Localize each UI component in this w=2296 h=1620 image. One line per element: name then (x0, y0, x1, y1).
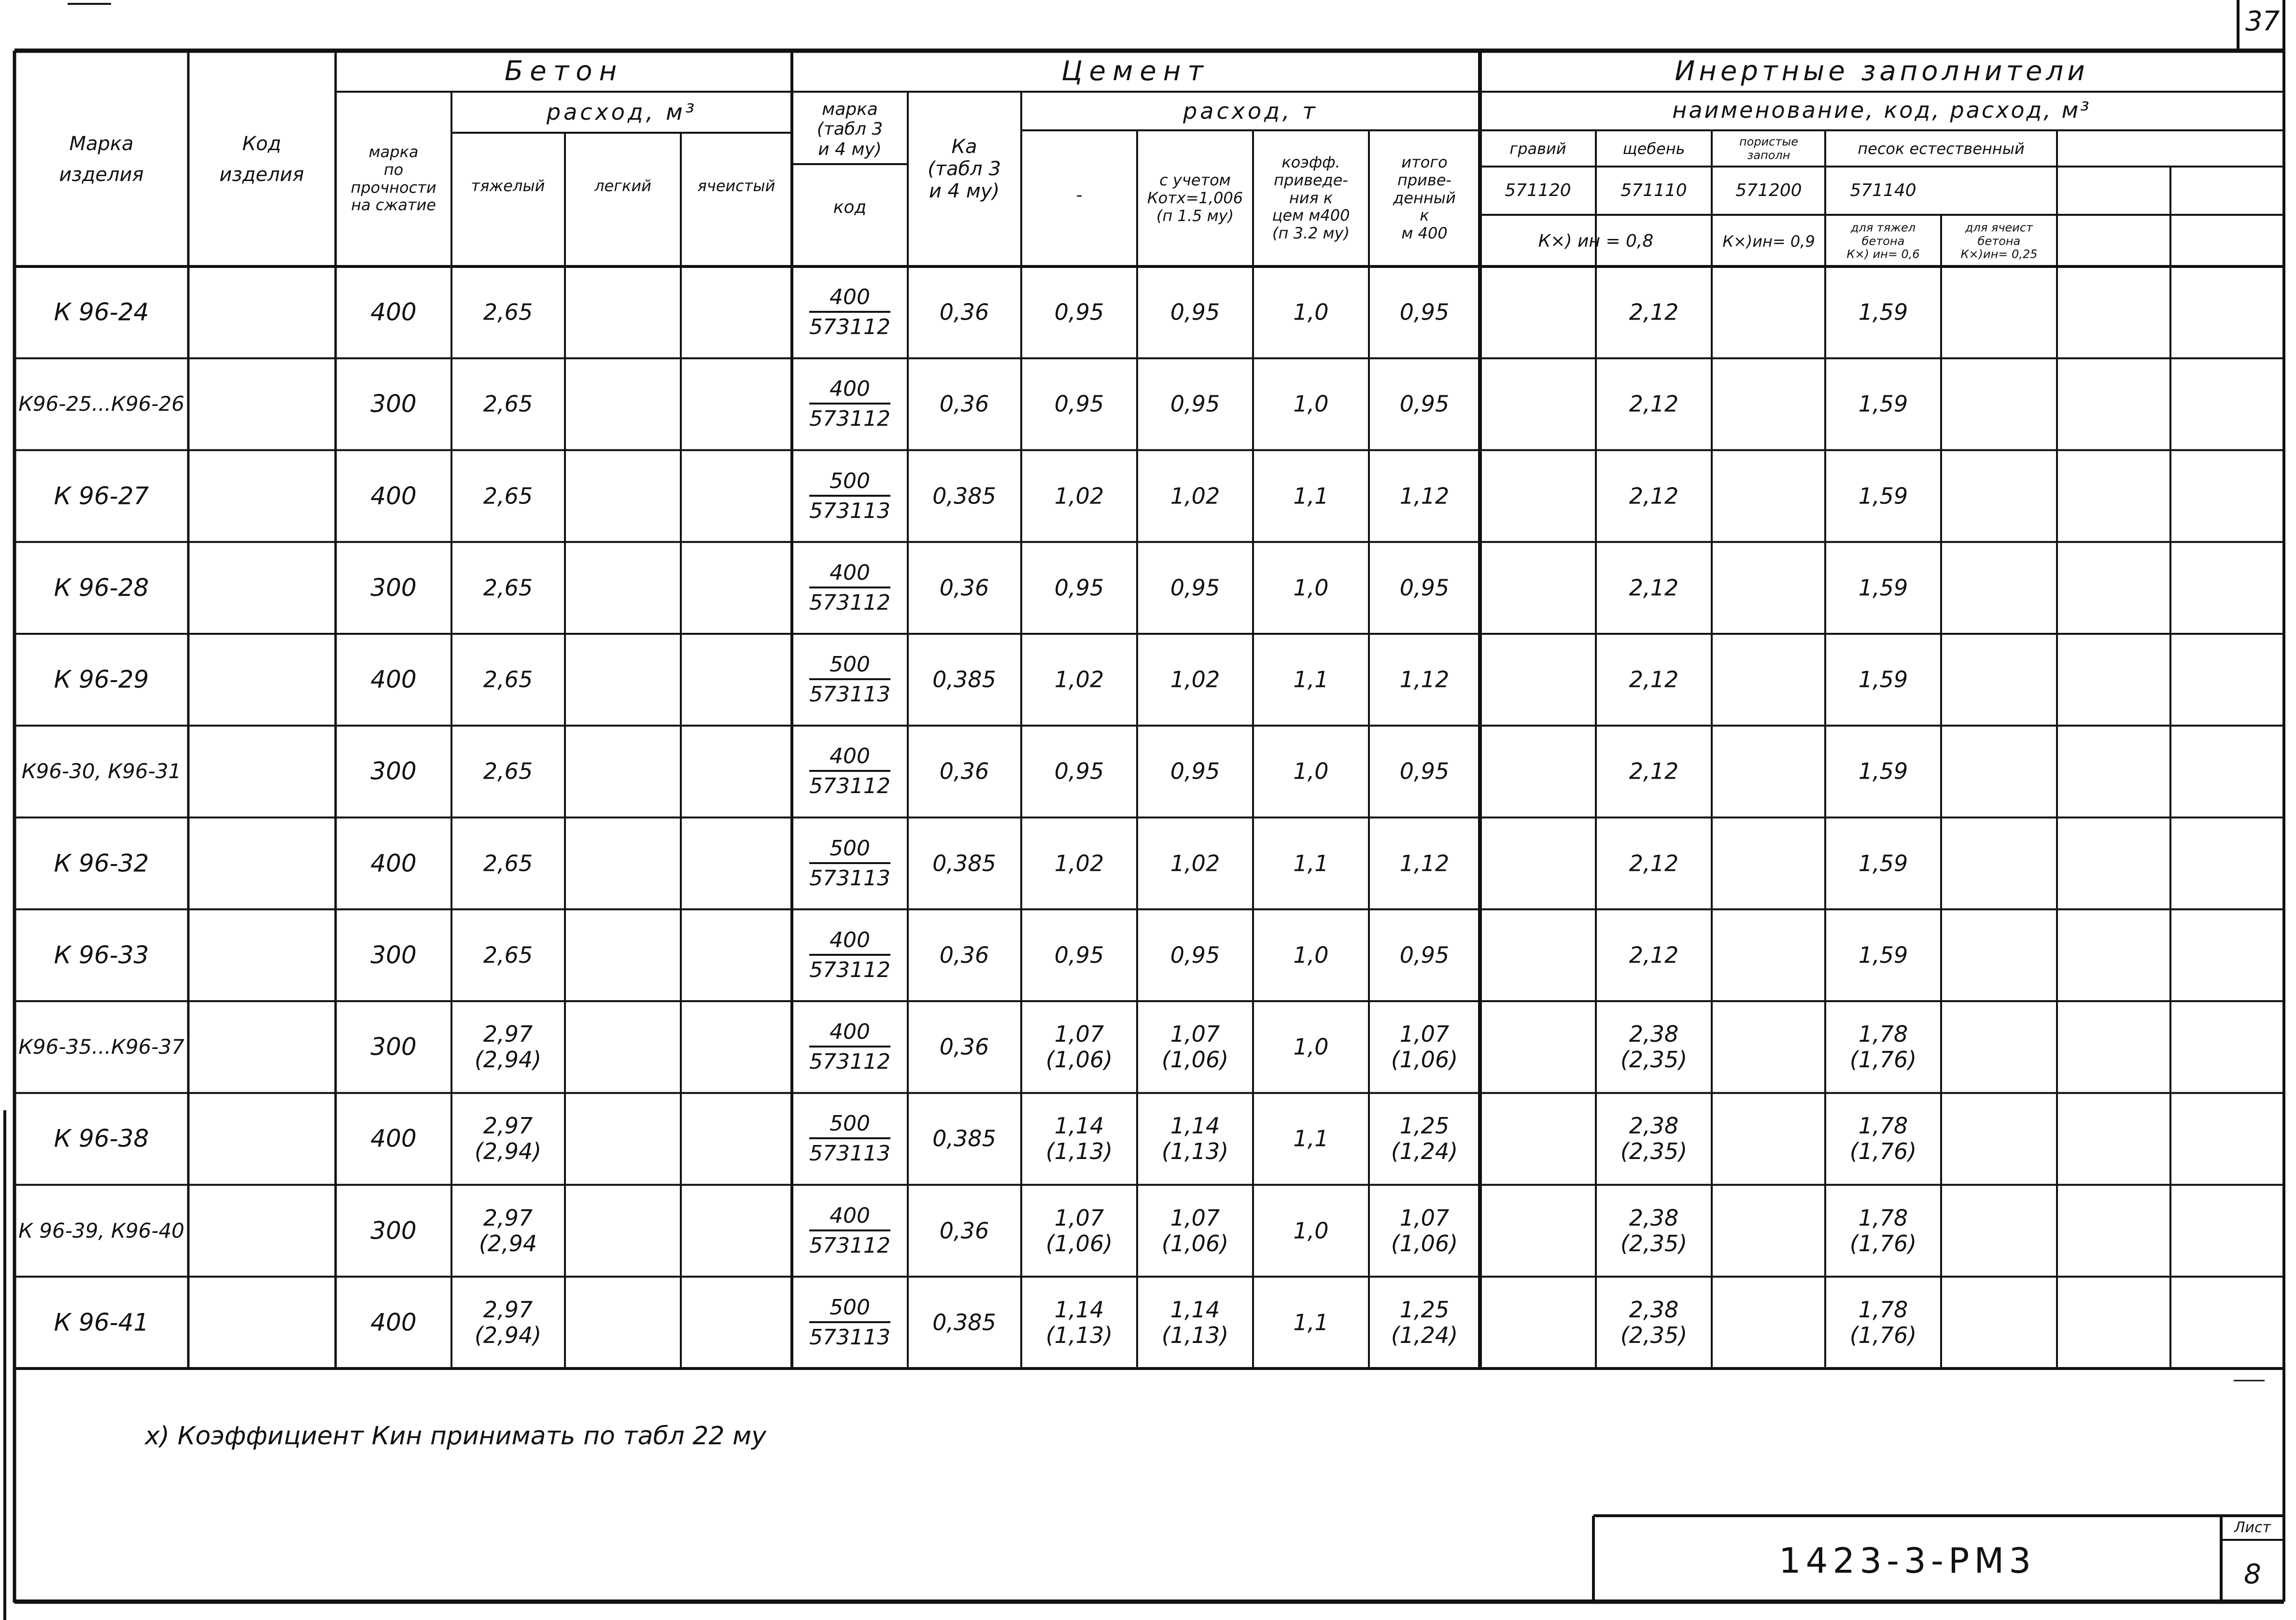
cell-prochn: 300 (370, 1033, 417, 1061)
kin-09: К×)ин= 0,9 (1722, 232, 1815, 251)
cement-marka: 500 (809, 1297, 890, 1323)
cell-pesok: 1,59 (1858, 299, 1908, 325)
cement-kod: 573113 (809, 1325, 890, 1350)
cement-marka: 500 (809, 838, 890, 864)
cement-kod: 573112 (809, 406, 890, 432)
cell-r2: 1,07 (1,06) (1161, 1204, 1229, 1257)
cell-koef: 1,1 (1293, 483, 1329, 509)
cell-sheben: 2,12 (1629, 574, 1679, 601)
cell-prochn: 400 (370, 1124, 417, 1153)
cell-sheben: 2,12 (1629, 391, 1679, 417)
cell-ka: 0,36 (939, 758, 989, 784)
cell-tyazh: 2,65 (483, 391, 533, 417)
cell-pesok: 1,59 (1858, 391, 1908, 417)
sheet-label: Лист (2234, 1519, 2271, 1536)
cell-r1: 1,02 (1054, 850, 1104, 877)
cell-ka: 0,36 (939, 574, 989, 601)
cell-marka: К 96-33 (54, 941, 149, 969)
cell-r1: 0,95 (1054, 391, 1104, 417)
cell-prochn: 400 (370, 849, 417, 877)
cell-r1: 0,95 (1054, 758, 1104, 784)
cement-marka: 500 (809, 654, 890, 680)
cell-koef: 1,0 (1293, 1033, 1329, 1060)
header-marka-izdeliya: Марка изделия (59, 133, 144, 186)
cell-r2: 0,95 (1170, 942, 1220, 968)
cell-marka: К 96-41 (54, 1308, 149, 1337)
cement-kod: 573113 (809, 866, 890, 891)
cell-koef: 1,0 (1293, 758, 1329, 784)
cell-cement-marka-kod (809, 746, 890, 797)
cell-ka: 0,385 (932, 850, 996, 877)
cell-itogo: 1,07 (1,06) (1391, 1021, 1458, 1073)
cell-marka: К 96-38 (54, 1124, 149, 1153)
code-gravii: 571120 (1505, 181, 1571, 200)
header-koef: коэфф. приведе- ния к цем м400 (п 3.2 му) (1272, 153, 1350, 243)
cell-prochn: 400 (370, 1308, 417, 1337)
cell-sheben: 2,38 (2,35) (1620, 1204, 1688, 1257)
cement-kod: 573112 (809, 1049, 890, 1075)
cell-ka: 0,36 (939, 942, 989, 968)
cell-itogo: 0,95 (1399, 391, 1450, 417)
cell-pesok: 1,59 (1858, 483, 1908, 509)
cell-itogo: 1,25 (1,24) (1391, 1296, 1458, 1348)
cell-tyazh: 2,65 (483, 574, 533, 601)
cell-itogo: 1,12 (1399, 483, 1450, 509)
cell-marka: К 96-28 (54, 573, 149, 602)
header-sheben: щебень (1622, 140, 1685, 158)
cement-marka: 500 (809, 1113, 890, 1139)
cement-kod: 573112 (809, 590, 890, 615)
cell-pesok: 1,59 (1858, 758, 1908, 784)
cell-marka: К 96-29 (54, 665, 149, 694)
cell-tyazh: 2,97 (2,94) (474, 1113, 542, 1165)
cell-ka: 0,385 (932, 1125, 996, 1152)
doc-code: 1423-3-РМ3 (1778, 1540, 2036, 1581)
cell-marka: К 96-39, К96-40 (18, 1218, 184, 1243)
cell-pesok: 1,59 (1858, 850, 1908, 877)
cell-prochn: 300 (370, 573, 417, 602)
cell-ka: 0,36 (939, 391, 989, 417)
pesok-tyazh-note: для тяжел бетона К×) ин= 0,6 (1846, 221, 1920, 261)
header-kod-izdeliya: Код изделия (219, 133, 304, 186)
cell-pesok: 1,59 (1858, 574, 1908, 601)
cell-itogo: 0,95 (1399, 299, 1450, 325)
cement-kod: 573112 (809, 774, 890, 799)
cell-ka: 0,36 (939, 1033, 989, 1060)
cement-marka: 500 (809, 471, 890, 497)
cell-prochn: 300 (370, 1216, 417, 1244)
cell-pesok: 1,78 (1,76) (1849, 1296, 1917, 1348)
header-itogo: итого приве- денный к м 400 (1393, 153, 1456, 243)
header-yacheist: ячеистый (697, 177, 775, 195)
code-pesok: 571140 (1850, 181, 1916, 200)
cell-prochn: 300 (370, 941, 417, 969)
header-tyazh: тяжелый (471, 177, 545, 195)
cell-prochn: 400 (370, 481, 417, 510)
cell-cement-marka-kod (809, 1297, 890, 1348)
cell-itogo: 1,25 (1,24) (1391, 1113, 1458, 1165)
header-kod-cement: код (833, 197, 867, 217)
header-rashod-m3: расход, м³ (546, 99, 698, 125)
cement-marka: 400 (809, 562, 890, 588)
cell-sheben: 2,12 (1629, 483, 1679, 509)
cell-cement-marka-kod (809, 378, 890, 430)
cell-cement-marka-kod (809, 927, 890, 982)
cement-marka: 400 (809, 746, 890, 772)
cell-itogo: 1,12 (1399, 666, 1450, 693)
cell-tyazh: 2,65 (483, 758, 533, 784)
cell-marka: К96-25...К96-26 (18, 392, 184, 416)
cell-koef: 1,0 (1293, 1217, 1329, 1244)
cell-sheben: 2,38 (2,35) (1620, 1021, 1688, 1073)
cell-sheben: 2,12 (1629, 299, 1679, 325)
cell-r1: 1,02 (1054, 666, 1104, 693)
cell-pesok: 1,78 (1,76) (1849, 1021, 1917, 1073)
header-cement: Цемент (1061, 56, 1210, 87)
cell-r1: 1,07 (1,06) (1045, 1021, 1113, 1073)
cement-marka: 400 (809, 1021, 890, 1047)
cell-sheben: 2,38 (2,35) (1620, 1113, 1688, 1165)
cell-r1: 0,95 (1054, 574, 1104, 601)
header-s-uchetom: с учетом Котх=1,006 (п 1.5 му) (1147, 170, 1243, 225)
cell-r1: 0,95 (1054, 942, 1104, 968)
cell-ka: 0,385 (932, 1309, 996, 1336)
pesok-yach-note: для ячеист бетона К×)ин= 0,25 (1960, 221, 2038, 261)
cell-ka: 0,36 (939, 299, 989, 325)
cement-kod: 573112 (809, 1233, 890, 1258)
header-pesok: песок естественный (1858, 140, 2025, 158)
cell-ka: 0,36 (939, 1217, 989, 1244)
cell-r2: 1,02 (1170, 850, 1220, 877)
header-beton: Бетон (504, 56, 624, 87)
cell-itogo: 0,95 (1399, 758, 1450, 784)
sheet-number: 8 (2244, 1559, 2261, 1590)
cell-tyazh: 2,65 (483, 299, 533, 325)
cell-itogo: 1,12 (1399, 850, 1450, 877)
cell-sheben: 2,12 (1629, 850, 1679, 877)
cell-marka: К 96-24 (54, 298, 149, 326)
header-legk: легкий (594, 177, 651, 195)
footnote: х) Коэффициент Кин принимать по табл 22 му (145, 1422, 766, 1451)
cement-kod: 573112 (809, 315, 890, 340)
cell-pesok: 1,59 (1858, 666, 1908, 693)
kin-08: К×) ин = 0,8 (1538, 231, 1654, 251)
header-gravii: гравий (1509, 140, 1566, 158)
cell-cement-marka-kod (809, 1113, 890, 1164)
cement-marka: 400 (809, 378, 890, 405)
cell-koef: 1,0 (1293, 391, 1329, 417)
page-number: 37 (2245, 6, 2280, 37)
cell-cement-marka-kod (809, 838, 890, 889)
header-marka-prochn: марка по прочности на сжатие (351, 142, 437, 214)
cell-cement-marka-kod (809, 468, 890, 523)
cell-r2: 0,95 (1170, 758, 1220, 784)
cell-r1: 1,07 (1,06) (1045, 1204, 1113, 1257)
cell-itogo: 0,95 (1399, 942, 1450, 968)
cell-r1: 1,14 (1,13) (1045, 1296, 1113, 1348)
cell-sheben: 2,12 (1629, 942, 1679, 968)
cell-r2: 1,02 (1170, 666, 1220, 693)
cell-r2: 0,95 (1170, 391, 1220, 417)
cell-pesok: 1,59 (1858, 942, 1908, 968)
code-poristye: 571200 (1735, 181, 1802, 200)
cell-ka: 0,385 (932, 483, 996, 509)
cell-prochn: 400 (370, 665, 417, 694)
cell-marka: К 96-27 (54, 481, 149, 510)
cell-prochn: 300 (370, 757, 417, 785)
header-poristye: пористые заполн (1739, 135, 1799, 162)
cell-prochn: 400 (370, 298, 417, 326)
cement-kod: 573112 (809, 957, 890, 982)
cell-cement-marka-kod (809, 1205, 890, 1257)
cell-pesok: 1,78 (1,76) (1849, 1204, 1917, 1257)
cell-koef: 1,0 (1293, 942, 1329, 968)
header-naimen: наименование, код, расход, м³ (1672, 97, 2091, 123)
code-sheben: 571110 (1620, 181, 1687, 200)
cell-koef: 1,1 (1293, 1309, 1329, 1336)
cell-pesok: 1,78 (1,76) (1849, 1113, 1917, 1165)
cell-tyazh: 2,97 (2,94) (474, 1021, 542, 1073)
cell-marka: К96-30, К96-31 (21, 759, 182, 783)
cell-marka: К 96-32 (54, 849, 149, 877)
cell-koef: 1,1 (1293, 1125, 1329, 1152)
cement-kod: 573113 (809, 498, 890, 523)
cell-r2: 0,95 (1170, 299, 1220, 325)
cell-koef: 1,1 (1293, 666, 1329, 693)
cell-r2: 1,14 (1,13) (1161, 1296, 1229, 1348)
cell-cement-marka-kod (809, 287, 890, 338)
cell-r1: 1,14 (1,13) (1045, 1113, 1113, 1165)
cell-cement-marka-kod (809, 562, 890, 614)
cell-koef: 1,1 (1293, 850, 1329, 877)
header-inert: Инертные заполнители (1675, 56, 2089, 87)
cement-marka: 400 (809, 930, 890, 956)
cell-sheben: 2,12 (1629, 758, 1679, 784)
cell-tyazh: 2,97 (2,94) (474, 1296, 542, 1348)
header-rashod-t: расход, т (1183, 98, 1318, 124)
cement-marka: 400 (809, 1205, 890, 1231)
cell-tyazh: 2,65 (483, 666, 533, 693)
cell-tyazh: 2,97 (2,94 (479, 1204, 537, 1257)
cell-r2: 1,07 (1,06) (1161, 1021, 1229, 1073)
header-marka-cement: марка (табл 3 и 4 му) (817, 99, 883, 159)
cell-r1: 0,95 (1054, 299, 1104, 325)
cement-kod: 573113 (809, 1141, 890, 1166)
cell-sheben: 2,38 (2,35) (1620, 1296, 1688, 1348)
cell-tyazh: 2,65 (483, 483, 533, 509)
cell-r2: 0,95 (1170, 574, 1220, 601)
cell-tyazh: 2,65 (483, 850, 533, 877)
cell-itogo: 0,95 (1399, 574, 1450, 601)
cell-koef: 1,0 (1293, 574, 1329, 601)
cell-r1: 1,02 (1054, 483, 1104, 509)
cell-r2: 1,02 (1170, 483, 1220, 509)
cell-koef: 1,0 (1293, 299, 1329, 325)
cement-kod: 573113 (809, 682, 890, 707)
cell-marka: К96-35...К96-37 (18, 1034, 184, 1059)
cell-cement-marka-kod (809, 654, 890, 705)
cell-tyazh: 2,65 (483, 942, 533, 968)
cell-itogo: 1,07 (1,06) (1391, 1204, 1458, 1257)
cell-ka: 0,385 (932, 666, 996, 693)
cell-r2: 1,14 (1,13) (1161, 1113, 1229, 1165)
header-dash: - (1076, 185, 1083, 205)
cell-cement-marka-kod (809, 1021, 890, 1073)
header-ka: Ка (табл 3 и 4 му) (928, 136, 1001, 202)
cell-sheben: 2,12 (1629, 666, 1679, 693)
cement-marka: 400 (809, 287, 890, 313)
cell-prochn: 300 (370, 390, 417, 418)
